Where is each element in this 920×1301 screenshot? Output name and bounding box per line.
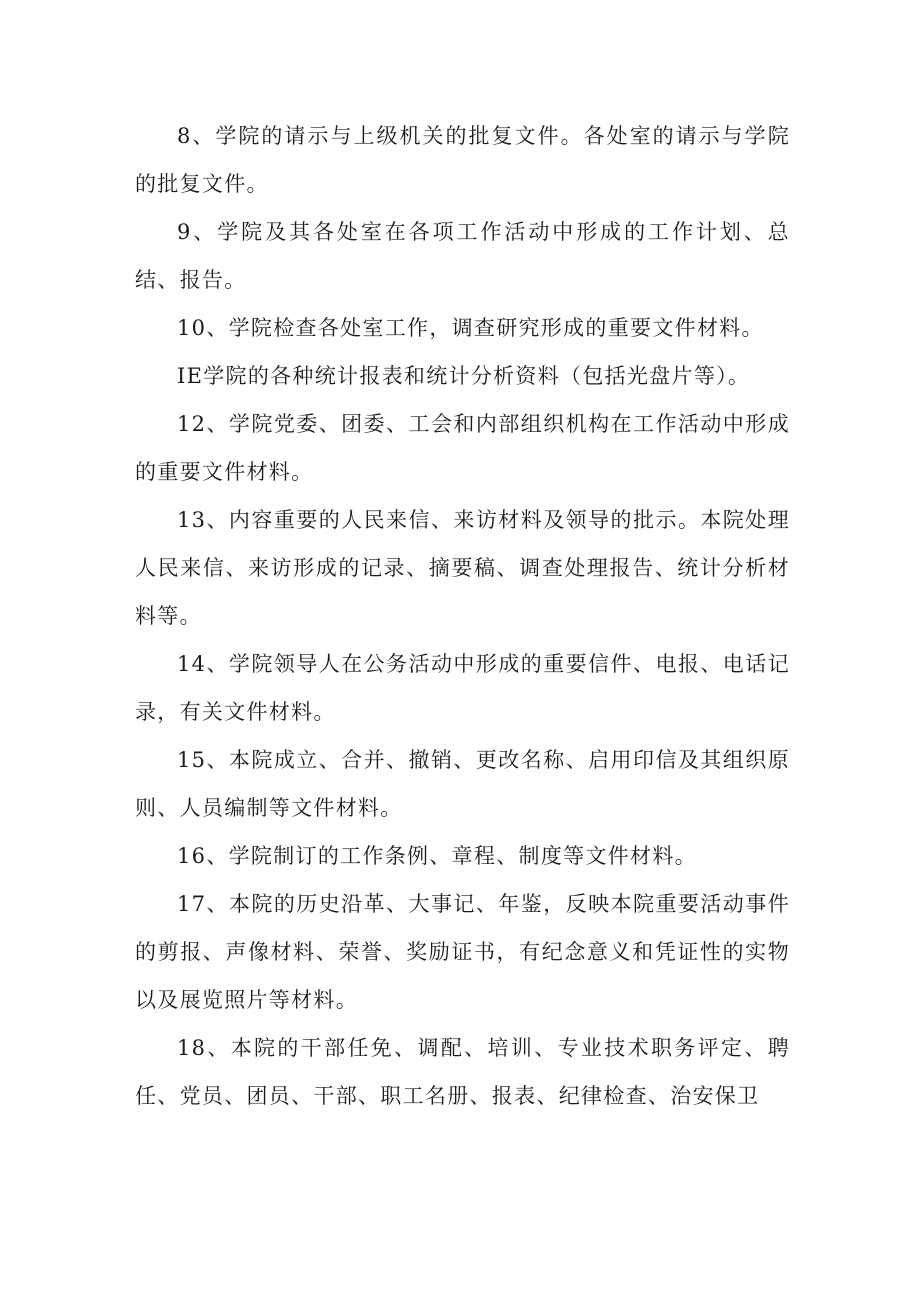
paragraph-item-10: 10、学院检查各处室工作，调查研究形成的重要文件材料。 [177,316,764,340]
paragraph-item-13: 13、内容重要的人民来信、来访材料及领导的批示。本院处理人民来信、来访形成的记录、摘要稿、调查处理报告、统计分析材料等。 [135,508,790,628]
paragraph-item-15: 15、本院成立、合并、撤销、更改名称、启用印信及其组织原则、人员编制等文件材料。 [135,748,790,820]
paragraph-item-14: 14、学院领导人在公务活动中形成的重要信件、电报、电话记录，有关文件材料。 [135,652,790,724]
paragraph-item-18: 18、本院的干部任免、调配、培训、专业技术职务评定、聘任、党员、团员、干部、职工名册、报表、纪律检查、治安保卫 [135,1036,790,1108]
document-body [135,112,790,1120]
paragraph-item-11: IE学院的各种统计报表和统计分析资料（包括光盘片等）。 [177,364,751,388]
paragraph-item-12: 12、学院党委、团委、工会和内部组织机构在工作活动中形成的重要文件材料。 [135,412,790,484]
paragraph-item-16: 16、学院制订的工作条例、章程、制度等文件材料。 [177,844,697,868]
paragraph-item-8: 8、学院的请示与上级机关的批复文件。各处室的请示与学院的批复文件。 [135,124,790,196]
paragraph-item-9: 9、学院及其各处室在各项工作活动中形成的工作计划、总结、报告。 [135,220,790,292]
paragraph-item-17: 17、本院的历史沿革、大事记、年鉴，反映本院重要活动事件的剪报、声像材料、荣誉、奖励证书，有纪念意义和凭证性的实物以及展览照片等材料。 [135,892,790,1012]
